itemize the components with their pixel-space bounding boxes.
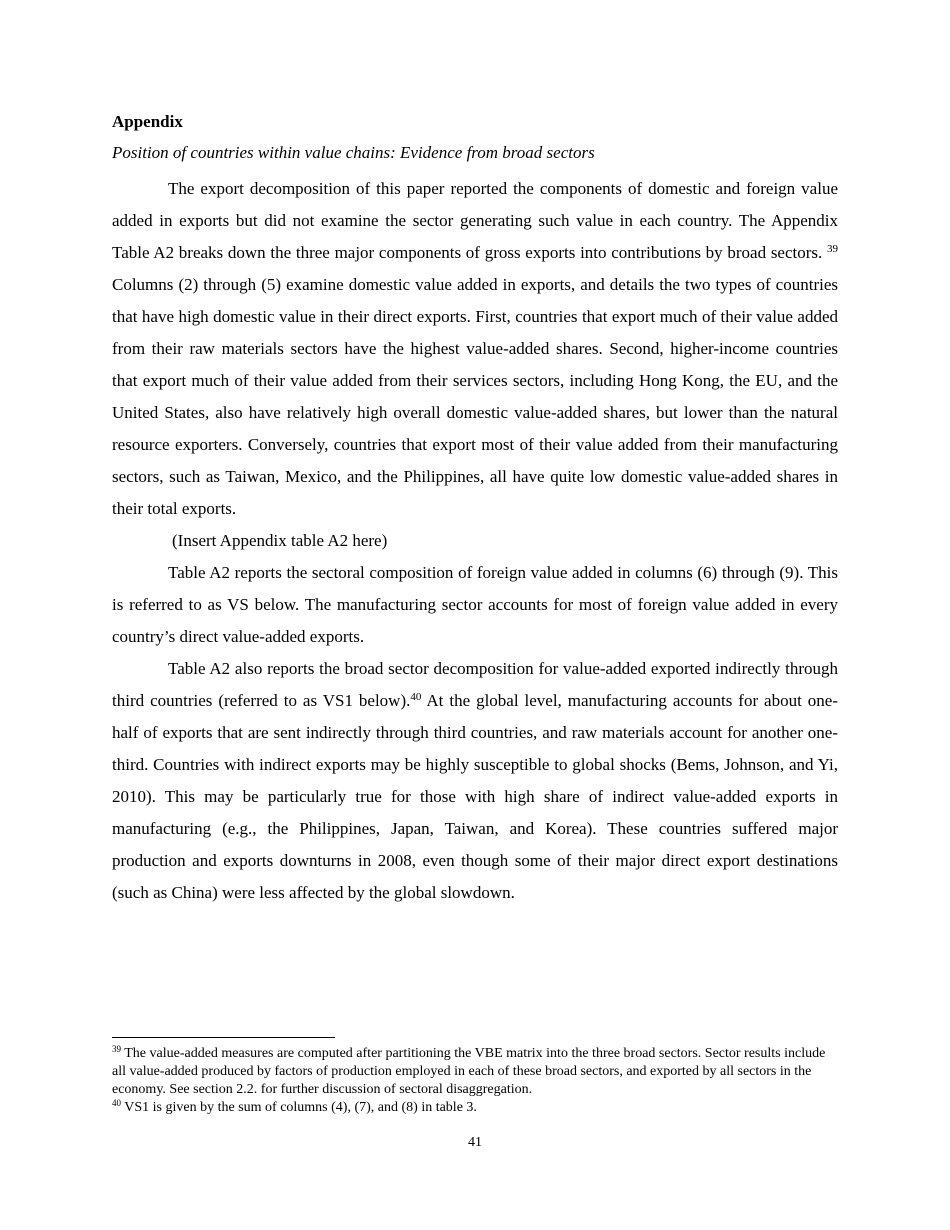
footnote-39-number: 39	[112, 1044, 121, 1054]
page-body	[112, 110, 838, 909]
footnote-40-number: 40	[112, 1098, 121, 1108]
footnote-ref-40[interactable]: 40	[410, 691, 422, 703]
paragraph-3-text-a: Table A2 also reports the broad sector decomposition for value-added exported indirectly through third countries (referred to as VS1 below).	[112, 659, 838, 710]
paragraph-3-text-b: At the global level, manufacturing accounts for about one-half of exports that are sent indirectly through third countries, and raw materials account for another one-third. Countries with indirect exports may be highly susceptible to global shocks (Bems, Johnson, and Yi, 2010). This may be particularly true for those with high share of indirect value-added exports in manufacturing (e.g., the Philippines, Japan, Taiwan, and Korea). These countries suffered major production and exports downturns in 2008, even though some of their major direct export destinations (such as China) were less affected by the global slowdown.	[112, 691, 838, 902]
footnote-40	[112, 1099, 838, 1117]
paragraph-3	[112, 653, 838, 909]
paragraph-1-text-b: Columns (2) through (5) examine domestic value added in exports, and details the two types of countries that have high domestic value in their direct exports. First, countries that export much of their value added from their raw materials sectors have the highest value-added shares. Second, higher-income countries that export much of their value added from their services sectors, including Hong Kong, the EU, and the United States, also have relatively high overall domestic value-added shares, but lower than the natural resource exporters. Conversely, countries that export most of their value added from their manufacturing sectors, such as Taiwan, Mexico, and the Philippines, all have quite low domestic value-added shares in their total exports.	[112, 275, 838, 518]
appendix-heading: Appendix	[112, 112, 183, 131]
footnote-divider	[112, 1037, 335, 1038]
section-subheading: Position of countries within value chains: Evidence from broad sectors	[112, 143, 595, 162]
footnote-ref-39[interactable]: 39	[827, 243, 838, 255]
footnote-39	[112, 1045, 838, 1099]
footnote-40-text: VS1 is given by the sum of columns (4), (7), and (8) in table 3.	[121, 1100, 477, 1115]
page-number: 41	[468, 1135, 482, 1150]
paragraph-2: Table A2 reports the sectoral composition of foreign value added in columns (6) through (9). This is referred to as VS below. The manufacturing sector accounts for most of foreign value added in every country’s direct value-added exports.	[112, 563, 838, 646]
insert-table-note: (Insert Appendix table A2 here)	[172, 531, 388, 550]
paragraph-1	[112, 173, 838, 525]
paragraph-1-text-a: The export decomposition of this paper reported the components of domestic and foreign value added in exports but did not examine the sector generating such value in each country. The Appendix Table A2 breaks down the three major components of gross exports into contributions by broad sectors.	[112, 179, 838, 262]
footnote-39-text: The value-added measures are computed after partitioning the VBE matrix into the three broad sectors. Sector results include all value-added produced by factors of production employed in each of these broad sectors, and exported by all sectors in the economy. See section 2.2. for further discussion of sectoral disaggregation.	[112, 1046, 826, 1097]
footnotes	[112, 1045, 838, 1117]
